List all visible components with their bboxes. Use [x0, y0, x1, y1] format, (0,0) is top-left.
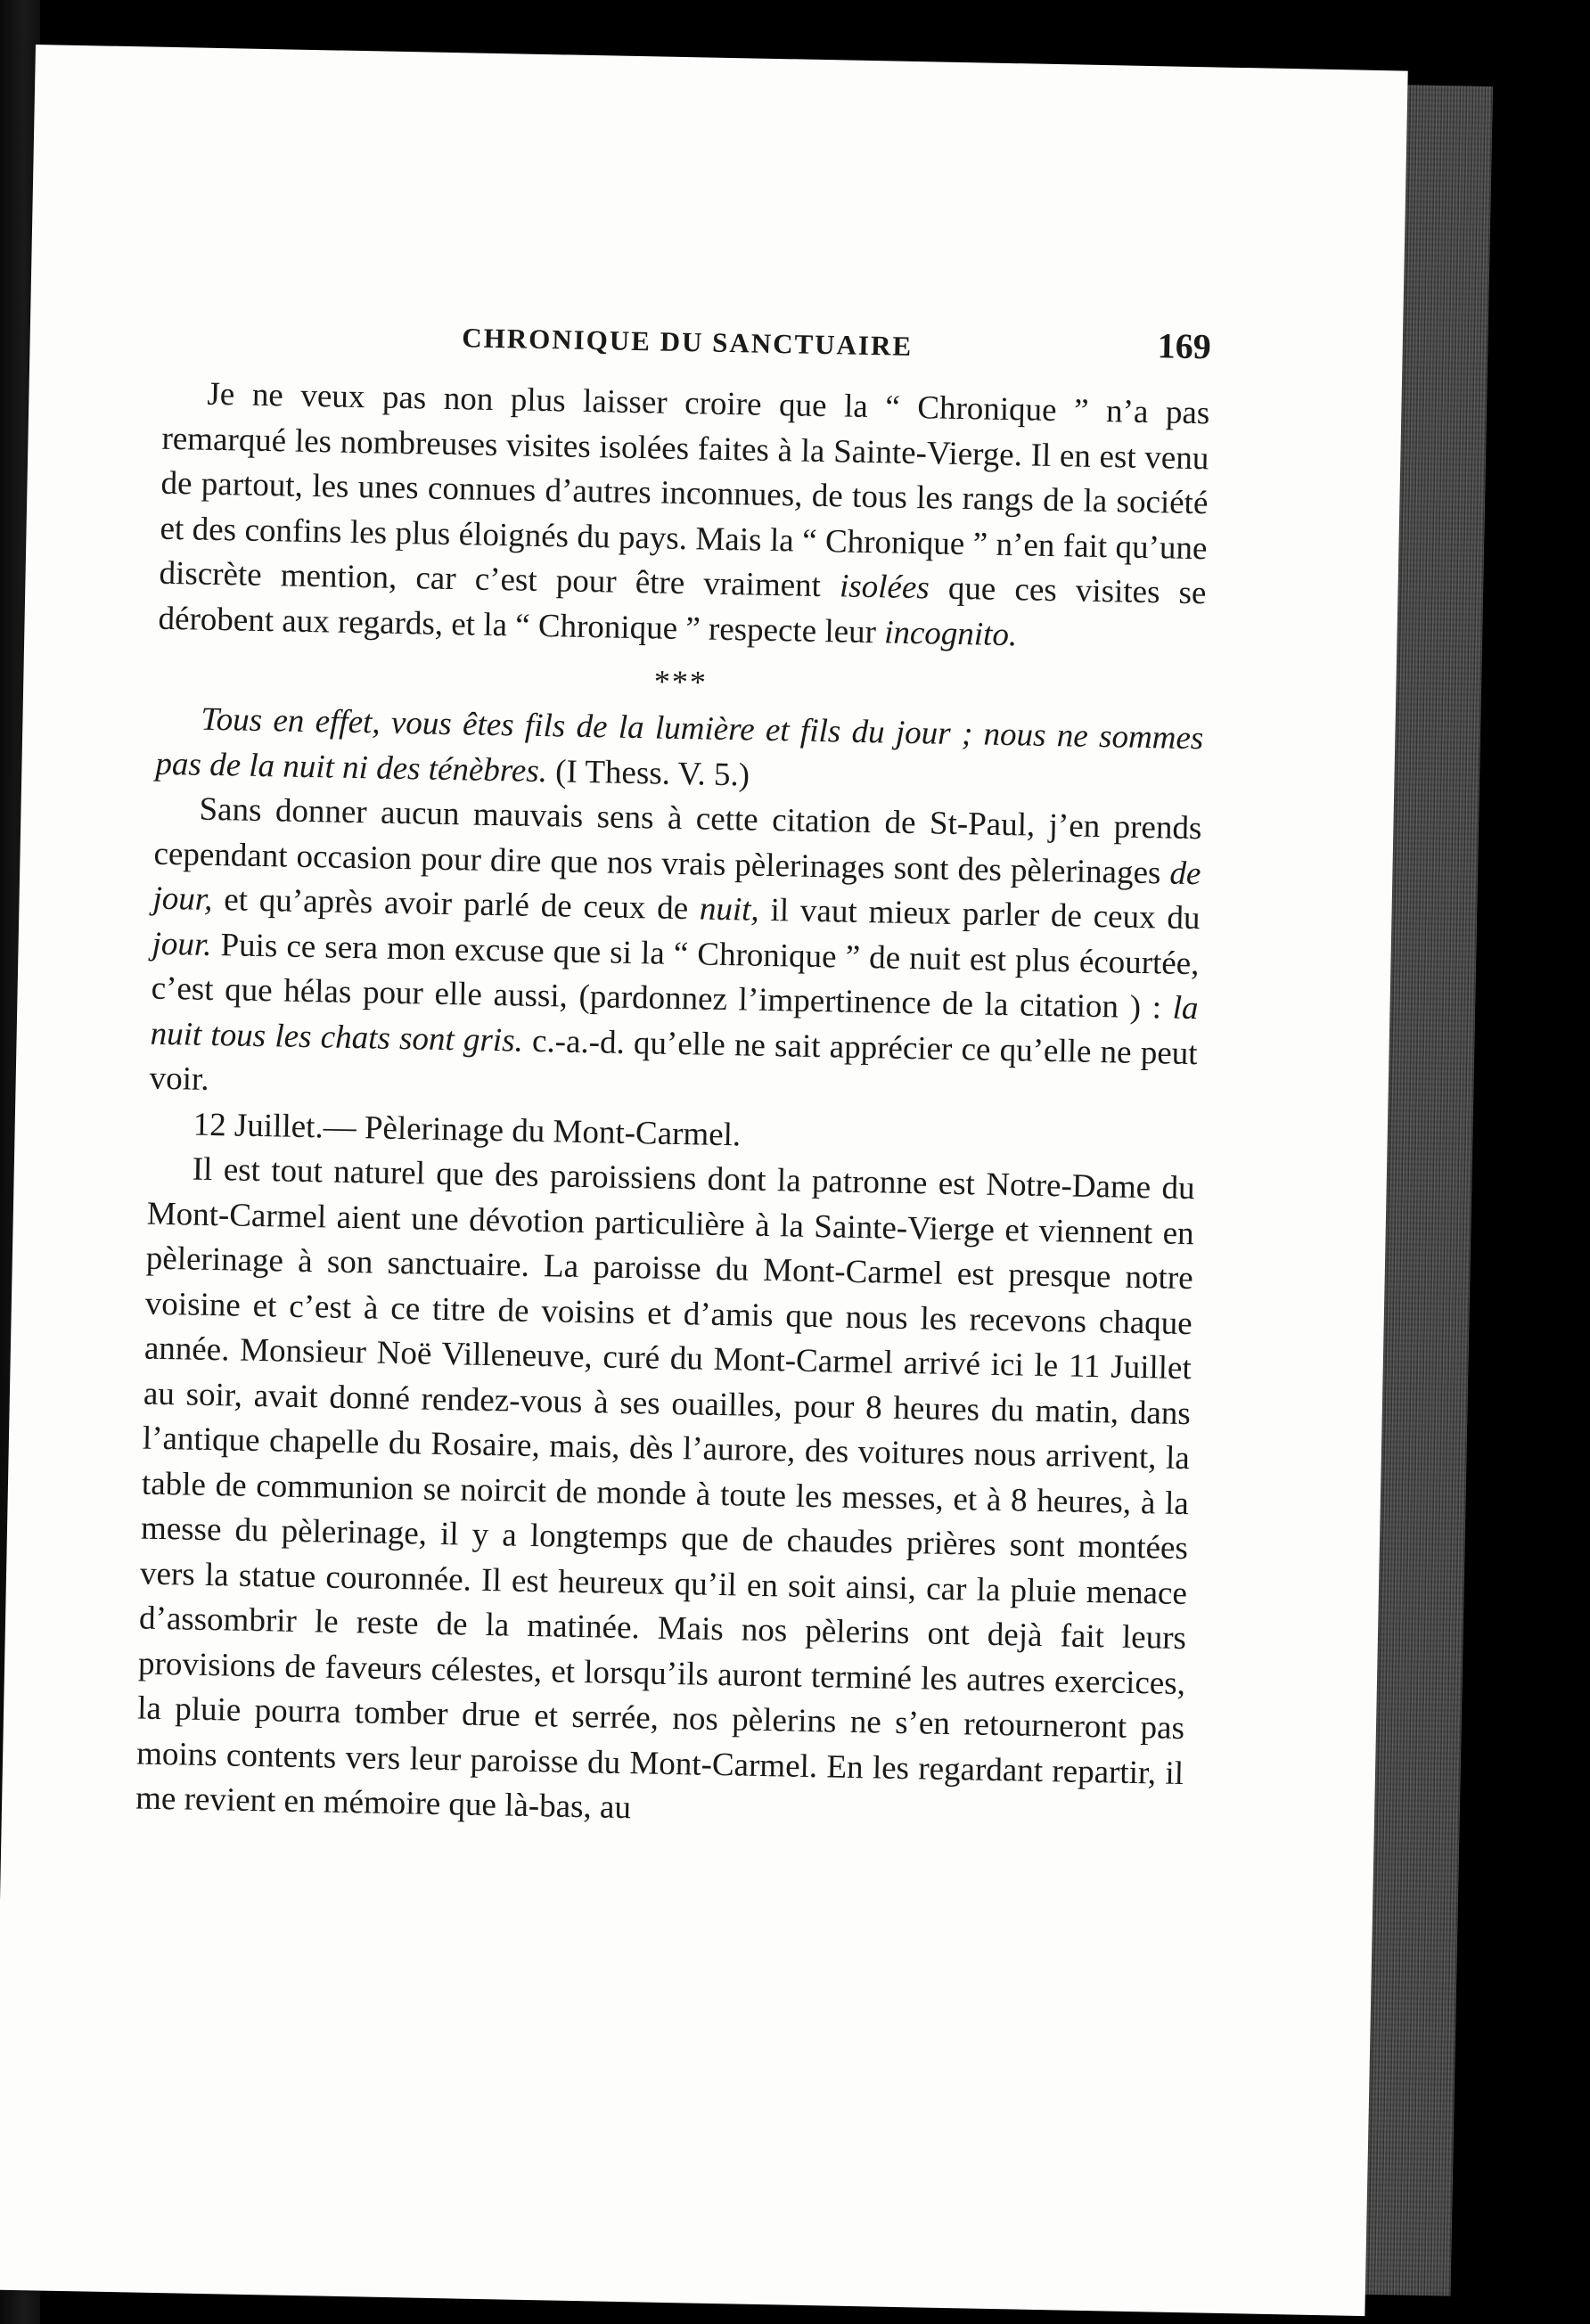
italic-run: jour. — [152, 925, 212, 963]
asterism-separator: *** — [653, 663, 709, 700]
italic-run: isolées — [839, 568, 930, 607]
italic-run: incognito. — [883, 613, 1018, 653]
text-run: Je ne veux pas non plus laisser croire que la “ Chronique ” n’a pas remarqué les nombreuses visites isolées faites à la Sainte-Vierge. Il en est venu de partout, les unes connues d’autres inconnues, de tous les rangs de la société et des confins les plus éloignés du pays. Mais la “ Chronique ” n’en fait qu’une discrète mention, car c’est pour être vraiment — [159, 375, 1210, 605]
paragraph-pelerinages-de-jour — [149, 787, 1202, 1122]
italic-run: la nuit tous les chats sont gris. — [150, 989, 1199, 1060]
running-head — [163, 306, 1211, 380]
text-run: et qu’après avoir parlé de ceux de — [212, 880, 701, 928]
page-number: 169 — [1157, 325, 1212, 367]
text-run: Puis ce sera mon excuse que si la “ Chronique ” de nuit est plus écourtée, c’est que hélas pour elle aussi, (pardonnez l’impertinence de la citation ) : — [151, 926, 1200, 1027]
text-run: c.-a.-d. qu’elle ne sait apprécier ce qu’elle ne peut voir. — [149, 1022, 1198, 1098]
quote-text: Tous en effet, vous êtes fils de la lumière et fils du jour ; nous ne sommes pas de la nuit ni des ténèbres. — [155, 700, 1204, 790]
text-run: que ces visites se dérobent aux regards, et la “ Chronique ” respecte leur — [158, 569, 1207, 651]
text-run: Sans donner aucun mauvais sens à cette citation de St-Paul, j’en prends cependant occasion pour dire que nos vrais pèlerinages sont des pèlerinages — [153, 790, 1202, 892]
text-run: il vaut mieux parler de ceux du — [758, 891, 1201, 937]
book-page — [0, 45, 1408, 2316]
entry-heading-12-juillet: 12 Juillet.— Pèlerinage du Mont-Carmel. — [193, 1106, 742, 1153]
paragraph-visites-isolees — [158, 372, 1210, 662]
italic-run: de jour, — [152, 855, 1201, 918]
paragraph-mont-carmel: Il est tout naturel que des paroissiens dont la patronne est Notre-Dame du Mont-Carmel aient une dévotion particulière à la Sainte-Vierge et viennent en pèlerinage à son sanctuaire. La paroisse du Mont-Carmel est presque notre voisine et c’est à ce titre de voisins et d’amis que nous les recevons chaque année. Monsieur Noë Villeneuve, curé du Mont-Carmel arrivé ici le 11 Juillet au soir, avait donné rendez-vous à ses ouailles, pour 8 heures du matin, dans l’antique chapelle du Rosaire, mais, dès l’aurore, des voitures nous arrivent, la table de communion se noircit de monde à toute les messes, et à 8 heures, à la messe du pèlerinage, il y a longtemps que de chaudes prières sont montées vers la statue couronnée. Il est heureux qu’il en soit ainsi, car la pluie menace d’assombrir le reste de la matinée. Mais nos pèlerins ont dejà fait leurs provisions de faveurs célestes, et lorsqu’ils auront terminé les autres exercices, la pluie pourra tomber drue et serrée, nos pèlerins ne s’en retourneront pas moins contents vers leur paroisse du Mont-Carmel. En les regardant repartir, il me revient en mémoire que là-bas, au — [135, 1150, 1195, 1827]
italic-run: nuit, — [699, 890, 760, 929]
quote-reference: (I Thess. V. 5.) — [546, 752, 750, 794]
running-title: CHRONIQUE DU SANCTUAIRE — [461, 322, 914, 362]
text-block — [135, 306, 1211, 1842]
